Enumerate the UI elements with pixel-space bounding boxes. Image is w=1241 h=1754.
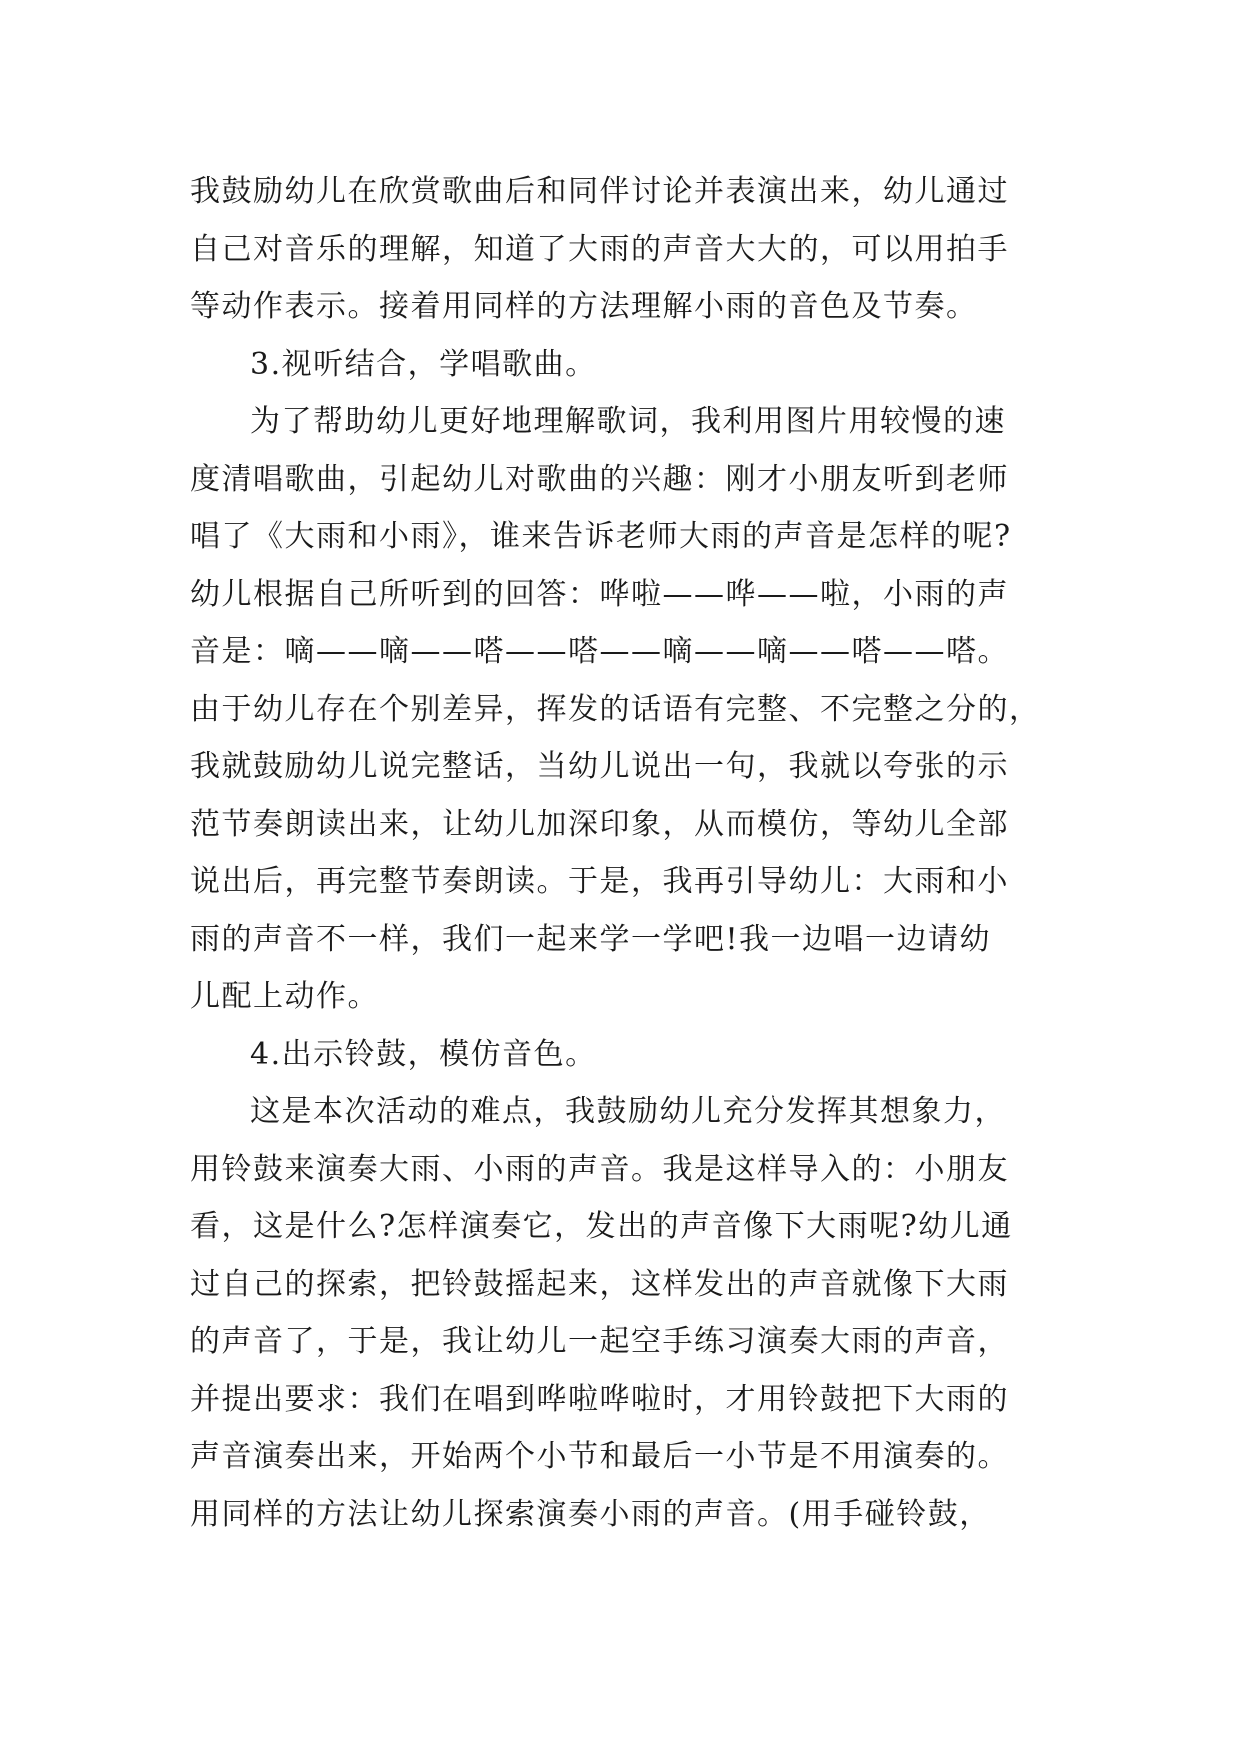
text-line: 范节奏朗读出来，让幼儿加深印象，从而模仿，等幼儿全部 [190, 806, 1009, 842]
text-line: 幼儿根据自己所听到的回答：哗啦——哗——啦，小雨的声 [190, 576, 1009, 612]
text-line: 声音演奏出来，开始两个小节和最后一小节是不用演奏的。 [190, 1439, 1009, 1474]
text-line: 自己对音乐的理解，知道了大雨的声音大大的，可以用拍手 [190, 231, 1009, 267]
text-line: 3.视听结合，学唱歌曲。 [250, 346, 597, 382]
text-line: 过自己的探索，把铃鼓摇起来，这样发出的声音就像下大雨 [190, 1266, 1009, 1302]
text-line: 我就鼓励幼儿说完整话，当幼儿说出一句，我就以夸张的示 [190, 749, 1009, 784]
text-line: 这是本次活动的难点，我鼓励幼儿充分发挥其想象力， [250, 1094, 1006, 1129]
text-line: 说出后，再完整节奏朗读。于是，我再引导幼儿：大雨和小 [190, 864, 1009, 899]
text-line: 用铃鼓来演奏大雨、小雨的声音。我是这样导入的：小朋友 [190, 1151, 1009, 1187]
text-line: 并提出要求：我们在唱到哗啦哗啦时，才用铃鼓把下大雨的 [190, 1381, 1009, 1417]
text-line: 音是：嘀——嘀——嗒——嗒——嘀——嘀——嗒——嗒。 [190, 634, 1009, 669]
text-line: 为了帮助幼儿更好地理解歌词，我利用图片用较慢的速 [250, 404, 1006, 439]
text-line: 唱了《大雨和小雨》，谁来告诉老师大雨的声音是怎样的呢? [190, 519, 1012, 554]
body-text [190, 163, 1070, 1543]
text-line: 用同样的方法让幼儿探索演奏小雨的声音。(用手碰铃鼓， [190, 1496, 991, 1532]
text-line: 等动作表示。接着用同样的方法理解小雨的音色及节奏。 [190, 289, 978, 324]
text-line: 4.出示铃鼓，模仿音色。 [250, 1036, 597, 1072]
text-line: 度清唱歌曲，引起幼儿对歌曲的兴趣：刚才小朋友听到老师 [190, 461, 1009, 497]
text-line: 看，这是什么?怎样演奏它，发出的声音像下大雨呢?幼儿通 [190, 1209, 1013, 1244]
text-line: 雨的声音不一样，我们一起来学一学吧!我一边唱一边请幼 [190, 921, 992, 957]
text-line: 由于幼儿存在个别差异，挥发的话语有完整、不完整之分的， [190, 691, 1041, 727]
text-line: 的声音了，于是，我让幼儿一起空手练习演奏大雨的声音， [190, 1324, 1009, 1359]
text-line: 我鼓励幼儿在欣赏歌曲后和同伴讨论并表演出来，幼儿通过 [190, 174, 1009, 209]
text-line: 儿配上动作。 [190, 979, 379, 1014]
